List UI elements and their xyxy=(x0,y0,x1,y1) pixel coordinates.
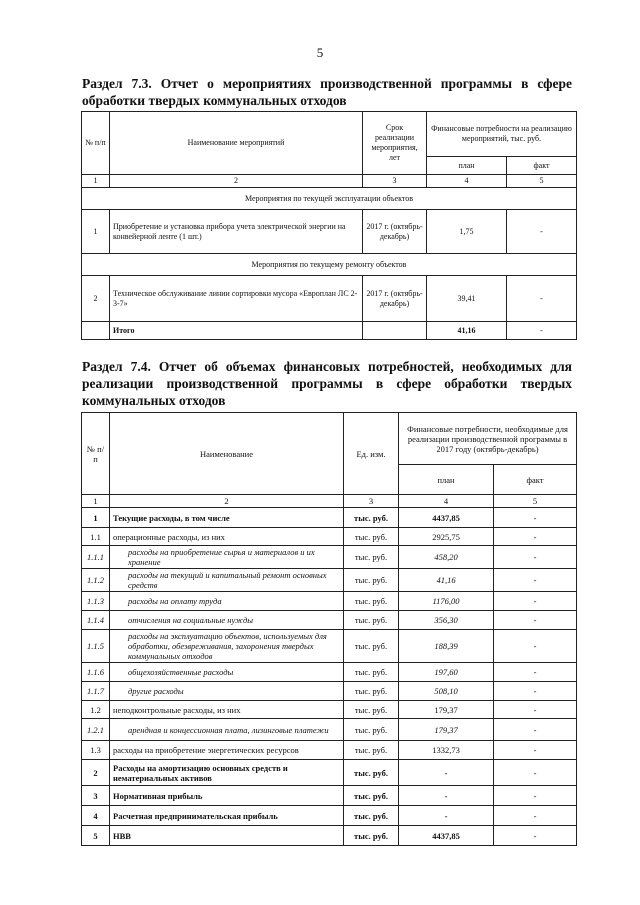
header-name: Наименование мероприятий xyxy=(110,112,363,175)
section-7-4-title xyxy=(82,358,572,409)
total-plan: 41,16 xyxy=(427,322,507,340)
row-plan: - xyxy=(399,760,494,786)
row-num: 2 xyxy=(82,760,110,786)
column-number-row xyxy=(82,175,577,188)
table-row xyxy=(82,546,577,569)
row-plan: 1176,00 xyxy=(399,592,494,611)
row-plan: - xyxy=(399,786,494,806)
row-plan: 458,20 xyxy=(399,546,494,569)
row-unit: тыс. руб. xyxy=(344,546,399,569)
table-row xyxy=(82,701,577,719)
row-unit: тыс. руб. xyxy=(344,701,399,719)
section-7-3-title xyxy=(82,75,572,109)
row-plan: 508,10 xyxy=(399,682,494,701)
row-name: отчисления на социальные нужды xyxy=(110,611,344,630)
group-row xyxy=(82,188,577,210)
row-name: расходы на текущий и капитальный ремонт основных средств xyxy=(110,569,344,592)
finance-table-body xyxy=(82,508,577,846)
table-row xyxy=(82,592,577,611)
table-row xyxy=(82,741,577,760)
row-fact: - xyxy=(494,663,577,682)
row-num: 5 xyxy=(82,826,110,846)
table-header-row xyxy=(82,413,577,465)
header-plan: план xyxy=(427,157,507,175)
table-row xyxy=(82,682,577,701)
row-num: 1.2 xyxy=(82,701,110,719)
row-name: неподконтрольные расходы, из них xyxy=(110,701,344,719)
row-unit: тыс. руб. xyxy=(344,806,399,826)
row-plan: 197,60 xyxy=(399,663,494,682)
header-num: № п/п xyxy=(82,112,110,175)
row-plan: 179,37 xyxy=(399,719,494,741)
row-unit: тыс. руб. xyxy=(344,719,399,741)
row-fact: - xyxy=(494,741,577,760)
row-unit: тыс. руб. xyxy=(344,508,399,528)
row-unit: тыс. руб. xyxy=(344,592,399,611)
row-plan: 39,41 xyxy=(427,276,507,322)
header-plan: план xyxy=(399,465,494,495)
row-name: арендная и концессионная плата, лизинговые платежи xyxy=(110,719,344,741)
column-number-row xyxy=(82,495,577,508)
row-num: 4 xyxy=(82,806,110,826)
row-name: расходы на приобретение сырья и материалов и их хранение xyxy=(110,546,344,569)
header-term: Срок реализации мероприятия, лет xyxy=(363,112,427,175)
row-unit: тыс. руб. xyxy=(344,760,399,786)
header-finance: Финансовые потребности, необходимые для реализации производственной программы в 2017 году (октябрь-декабрь) xyxy=(399,413,577,465)
row-plan: 356,30 xyxy=(399,611,494,630)
row-num: 2 xyxy=(82,276,110,322)
row-name: Расчетная предпринимательская прибыль xyxy=(110,806,344,826)
row-name: операционные расходы, из них xyxy=(110,528,344,546)
group-title: Мероприятия по текущей эксплуатации объектов xyxy=(82,188,577,210)
col-number: 4 xyxy=(399,495,494,508)
col-number: 5 xyxy=(494,495,577,508)
col-number: 3 xyxy=(363,175,427,188)
table-row xyxy=(82,786,577,806)
row-fact: - xyxy=(494,630,577,663)
row-num: 1.1.2 xyxy=(82,569,110,592)
col-number: 1 xyxy=(82,495,110,508)
col-number: 3 xyxy=(344,495,399,508)
row-fact: - xyxy=(507,210,577,254)
row-num: 1.3 xyxy=(82,741,110,760)
row-num: 3 xyxy=(82,786,110,806)
row-num: 1.1.4 xyxy=(82,611,110,630)
row-fact: - xyxy=(494,826,577,846)
row-term: 2017 г. (октябрь-декабрь) xyxy=(363,276,427,322)
row-name: Текущие расходы, в том числе xyxy=(110,508,344,528)
row-num: 1.1.1 xyxy=(82,546,110,569)
row-name: Расходы на амортизацию основных средств и нематериальных активов xyxy=(110,760,344,786)
row-fact: - xyxy=(494,611,577,630)
finance-table xyxy=(81,412,577,846)
row-num: 1.2.1 xyxy=(82,719,110,741)
row-unit: тыс. руб. xyxy=(344,826,399,846)
table-row xyxy=(82,826,577,846)
table-header-row xyxy=(82,112,577,157)
row-plan: 1,75 xyxy=(427,210,507,254)
row-name: общехозяйственные расходы xyxy=(110,663,344,682)
row-name: Техническое обслуживание линии сортировки мусора «Европлан ЛС 2-3-7» xyxy=(110,276,363,322)
row-plan: 4437,85 xyxy=(399,826,494,846)
total-num-cell xyxy=(82,322,110,340)
table-row xyxy=(82,760,577,786)
table-row xyxy=(82,276,577,322)
row-name: НВВ xyxy=(110,826,344,846)
row-plan: 179,37 xyxy=(399,701,494,719)
table-row xyxy=(82,508,577,528)
table-row xyxy=(82,210,577,254)
row-fact: - xyxy=(494,592,577,611)
header-num: № п/п xyxy=(82,413,110,495)
row-unit: тыс. руб. xyxy=(344,569,399,592)
col-number: 2 xyxy=(110,495,344,508)
row-fact: - xyxy=(494,546,577,569)
row-name: расходы на приобретение энергетических ресурсов xyxy=(110,741,344,760)
row-fact: - xyxy=(494,569,577,592)
row-fact: - xyxy=(494,806,577,826)
col-number: 1 xyxy=(82,175,110,188)
row-term: 2017 г. (октябрь-декабрь) xyxy=(363,210,427,254)
row-plan: 41,16 xyxy=(399,569,494,592)
col-number: 5 xyxy=(507,175,577,188)
row-unit: тыс. руб. xyxy=(344,786,399,806)
activities-table xyxy=(81,111,577,340)
table-row xyxy=(82,611,577,630)
header-finance: Финансовые потребности на реализацию мероприятий, тыс. руб. xyxy=(427,112,577,157)
group-title: Мероприятия по текущему ремонту объектов xyxy=(82,254,577,276)
row-num: 1 xyxy=(82,508,110,528)
header-unit: Ед. изм. xyxy=(344,413,399,495)
row-num: 1.1 xyxy=(82,528,110,546)
section-7-4-title-text: Раздел 7.4. Отчет об объемах финансовых потребностей, необходимых для реализации производственной программы в сфере обработки твердых коммунальных отходов xyxy=(82,359,572,408)
row-fact: - xyxy=(494,760,577,786)
table-row xyxy=(82,630,577,663)
row-name: Приобретение и установка прибора учета электрической энергии на конвейерной ленте (1 шт.) xyxy=(110,210,363,254)
row-name: расходы на эксплуатацию объектов, используемых для обработки, обезвреживания, захоронения твердых коммунальных отходов xyxy=(110,630,344,663)
total-fact: - xyxy=(507,322,577,340)
row-num: 1.1.3 xyxy=(82,592,110,611)
row-unit: тыс. руб. xyxy=(344,682,399,701)
row-fact: - xyxy=(494,786,577,806)
row-fact: - xyxy=(494,701,577,719)
total-row xyxy=(82,322,577,340)
table-row xyxy=(82,663,577,682)
row-unit: тыс. руб. xyxy=(344,630,399,663)
col-number: 4 xyxy=(427,175,507,188)
row-unit: тыс. руб. xyxy=(344,663,399,682)
table-row xyxy=(82,719,577,741)
col-number: 2 xyxy=(110,175,363,188)
total-term-cell xyxy=(363,322,427,340)
row-plan: 188,39 xyxy=(399,630,494,663)
header-fact: факт xyxy=(507,157,577,175)
row-name: Нормативная прибыль xyxy=(110,786,344,806)
row-plan: 2925,75 xyxy=(399,528,494,546)
row-fact: - xyxy=(494,682,577,701)
section-7-3-title-text: Раздел 7.3. Отчет о мероприятиях производственной программы в сфере обработки твердых коммунальных отходов xyxy=(82,76,572,108)
row-unit: тыс. руб. xyxy=(344,741,399,760)
row-fact: - xyxy=(494,508,577,528)
table-row xyxy=(82,569,577,592)
group-row xyxy=(82,254,577,276)
row-plan: 4437,85 xyxy=(399,508,494,528)
row-plan: 1332,73 xyxy=(399,741,494,760)
row-unit: тыс. руб. xyxy=(344,611,399,630)
header-fact: факт xyxy=(494,465,577,495)
row-name: расходы на оплату труда xyxy=(110,592,344,611)
page-number: 5 xyxy=(316,45,324,60)
row-fact: - xyxy=(494,719,577,741)
row-num: 1.1.6 xyxy=(82,663,110,682)
row-num: 1.1.5 xyxy=(82,630,110,663)
header-name: Наименование xyxy=(110,413,344,495)
row-fact: - xyxy=(494,528,577,546)
row-unit: тыс. руб. xyxy=(344,528,399,546)
table-row xyxy=(82,528,577,546)
row-num: 1.1.7 xyxy=(82,682,110,701)
row-name: другие расходы xyxy=(110,682,344,701)
total-label: Итого xyxy=(110,322,363,340)
row-num: 1 xyxy=(82,210,110,254)
row-fact: - xyxy=(507,276,577,322)
row-plan: - xyxy=(399,806,494,826)
table-row xyxy=(82,806,577,826)
